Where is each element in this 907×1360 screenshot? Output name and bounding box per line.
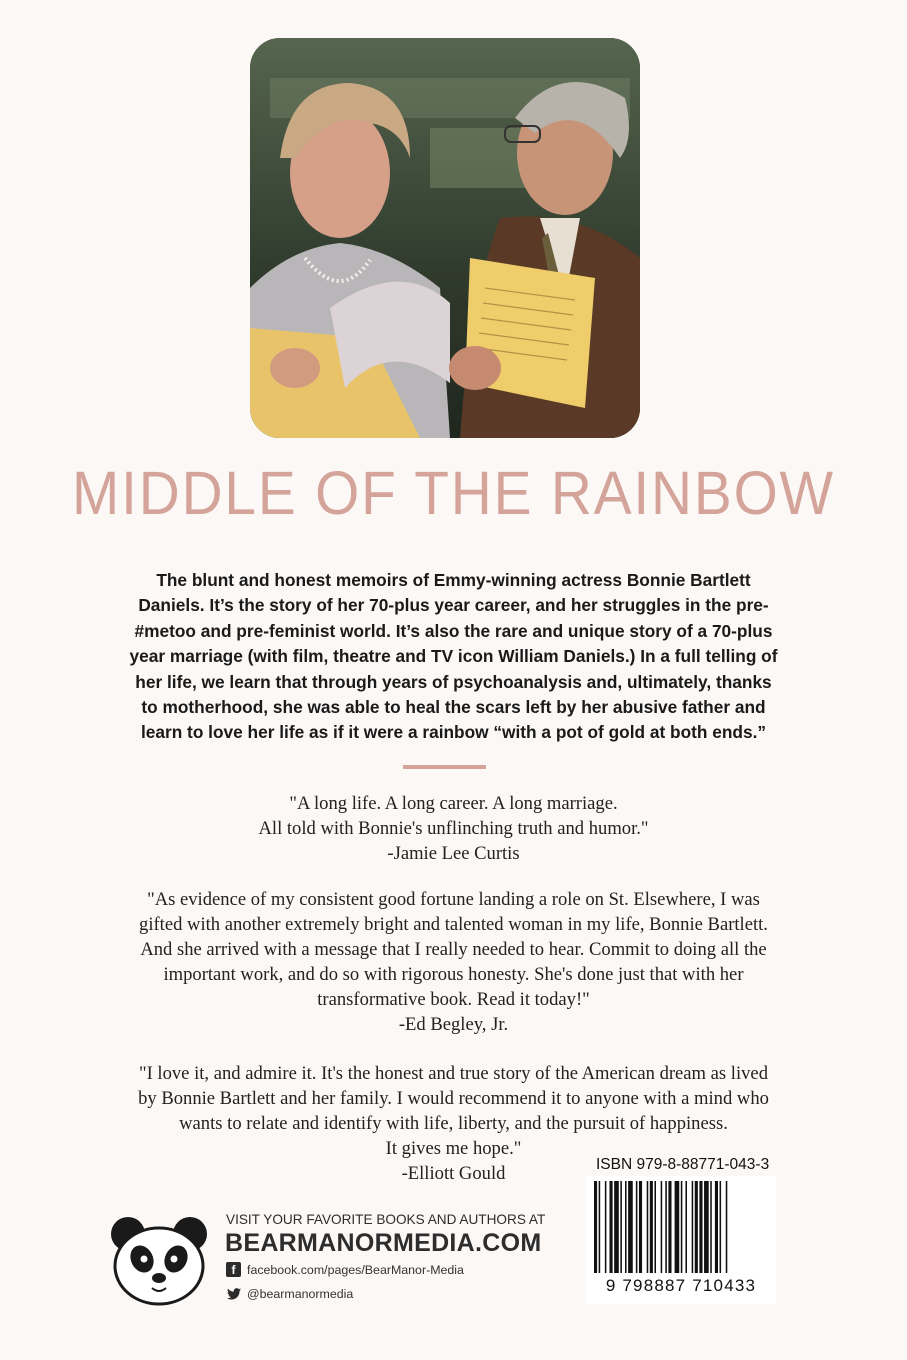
barcode-bar — [675, 1181, 680, 1273]
blurb-line: to motherhood, she was able to heal the scars left by her abusive father and — [141, 697, 766, 718]
blurb-line: year marriage (with film, theatre and TV icon William Daniels.) In a full telling of — [129, 646, 778, 667]
book-description — [95, 568, 812, 746]
facebook-icon: f — [226, 1262, 241, 1277]
barcode-bar — [647, 1181, 649, 1273]
book-title: MIDDLE OF THE RAINBOW — [72, 459, 835, 527]
quote-line: "I love it, and admire it. It's the honest and true story of the American dream as lived — [138, 1063, 768, 1084]
quote-line: transformative book. Read it today!" — [317, 989, 590, 1010]
barcode — [586, 1176, 776, 1304]
twitter-icon — [226, 1286, 241, 1301]
quote-line: "A long life. A long career. A long marriage. — [289, 793, 618, 814]
twitter-link[interactable] — [226, 1286, 353, 1301]
barcode-bar — [720, 1181, 722, 1273]
barcode-bar — [695, 1181, 698, 1273]
facebook-url: facebook.com/pages/BearManor-Media — [247, 1262, 464, 1277]
barcode-bar — [594, 1181, 597, 1273]
quote-line: wants to relate and identify with life, liberty, and the pursuit of happiness. — [179, 1113, 728, 1134]
barcode-bar — [620, 1181, 622, 1273]
barcode-bar — [681, 1181, 683, 1273]
barcode-bar — [628, 1181, 633, 1273]
quote-author: -Elliott Gould — [401, 1163, 506, 1184]
panda-logo-icon — [108, 1212, 210, 1308]
barcode-bar — [636, 1181, 638, 1273]
barcode-bar — [704, 1181, 709, 1273]
photo-actors-icon — [250, 38, 640, 438]
barcode-bar — [625, 1181, 627, 1273]
quote-line: All told with Bonnie's unflinching truth and humor." — [258, 818, 649, 839]
blurb-line: her life, we learn that through years of psychoanalysis and, ultimately, thanks — [135, 671, 772, 692]
barcode-bar — [699, 1181, 702, 1273]
barcode-bar — [692, 1181, 694, 1273]
testimonial-ed-begley — [40, 887, 867, 1037]
barcode-bar — [685, 1181, 687, 1273]
barcode-bar — [605, 1181, 607, 1273]
quote-line: by Bonnie Bartlett and her family. I would recommend it to anyone with a mind who — [138, 1088, 769, 1109]
facebook-link[interactable] — [226, 1262, 464, 1277]
quote-author: -Jamie Lee Curtis — [387, 843, 520, 864]
barcode-bars-icon — [592, 1181, 770, 1273]
barcode-bar — [610, 1181, 613, 1273]
barcode-bar — [715, 1181, 718, 1273]
blurb-line: The blunt and honest memoirs of Emmy-winning actress Bonnie Bartlett — [156, 570, 751, 590]
quote-line: "As evidence of my consistent good fortune landing a role on St. Elsewhere, I was — [147, 889, 760, 910]
barcode-bar — [661, 1181, 663, 1273]
testimonial-jamie-lee-curtis — [40, 791, 867, 866]
quote-author: -Ed Begley, Jr. — [398, 1014, 509, 1035]
barcode-bar — [665, 1181, 667, 1273]
blurb-line: learn to love her life as if it were a rainbow “with a pot of gold at both ends.” — [140, 722, 767, 743]
barcode-bar — [599, 1181, 601, 1273]
barcode-bar — [710, 1181, 712, 1273]
visit-text: VISIT YOUR FAVORITE BOOKS AND AUTHORS AT — [226, 1212, 546, 1227]
twitter-handle: @bearmanormedia — [247, 1286, 354, 1301]
barcode-bar — [639, 1181, 642, 1273]
quote-line: gifted with another extremely bright and talented woman in my life, Bonnie Bartlett. — [139, 914, 768, 935]
cover-photo — [250, 38, 640, 438]
barcode-bar — [650, 1181, 653, 1273]
blurb-line: Daniels. It’s the story of her 70-plus year career, and her struggles in the pre- — [138, 595, 769, 616]
barcode-bar — [614, 1181, 619, 1273]
barcode-bar — [726, 1181, 728, 1273]
publisher-website-link[interactable]: BEARMANORMEDIA.COM — [225, 1229, 542, 1257]
section-divider — [403, 765, 486, 769]
blurb-line: #metoo and pre-feminist world. It’s also the rare and unique story of a 70-plus — [134, 620, 773, 641]
isbn-label: ISBN 979-8-88771-043-3 — [596, 1156, 770, 1173]
quote-line: It gives me hope." — [385, 1138, 522, 1159]
barcode-bar — [668, 1181, 671, 1273]
quote-line: And she arrived with a message that I really needed to hear. Commit to doing all the — [140, 939, 767, 960]
quote-line: important work, and do so with rigorous honesty. She's done just that with her — [163, 964, 744, 985]
barcode-number: 9 798887 710433 — [605, 1276, 757, 1295]
barcode-bar — [654, 1181, 656, 1273]
